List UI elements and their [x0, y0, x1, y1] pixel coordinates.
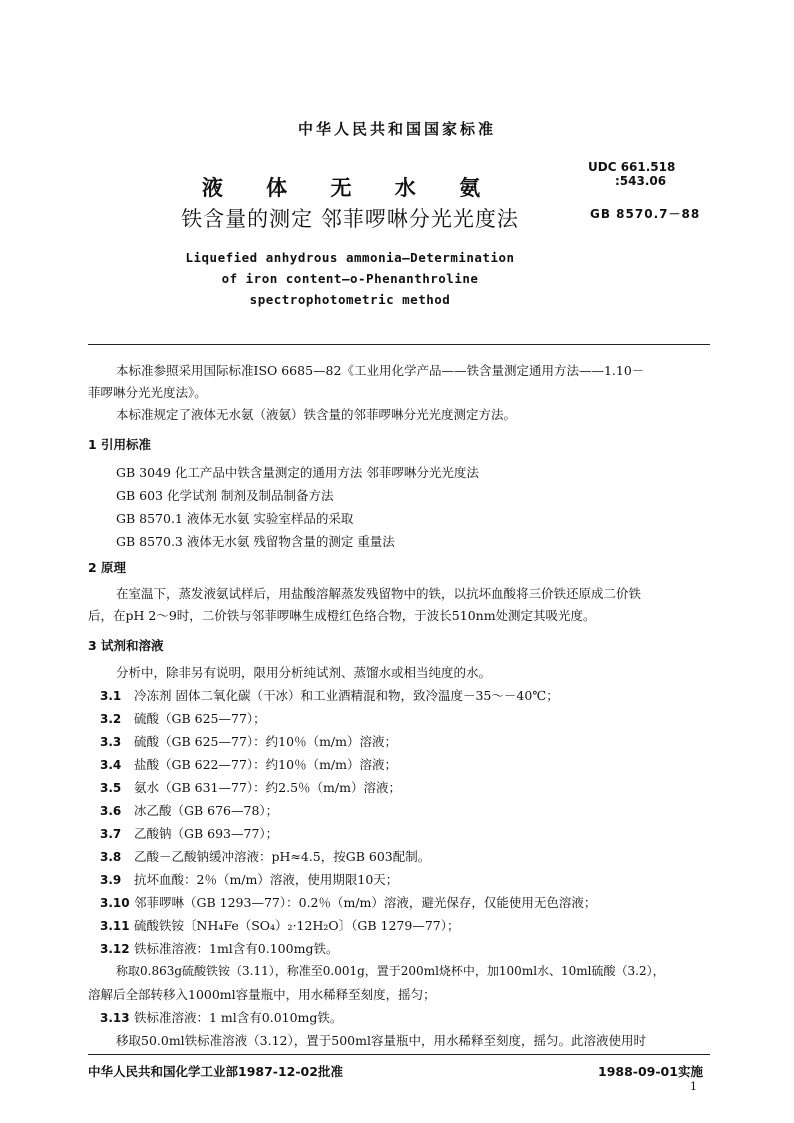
section2-heading: 2 原理 — [88, 560, 127, 575]
document-title-cn-line2: 铁含量的测定 邻菲啰啉分光光度法 — [181, 207, 519, 231]
header-divider — [88, 344, 710, 345]
reagent-item: 3.3 硫酸（GB 625—77）：约10％（m/m）溶液； — [100, 734, 397, 749]
section2-line2: 后，在pH 2～9时，二价铁与邻菲啰啉生成橙红色络合物，于波长510nm处测定其吸光度。 — [88, 608, 596, 623]
iron-standard-dilution-line1: 移取50.0ml铁标准溶液（3.12），置于500ml容量瓶中，用水稀释至刻度，摇匀。此溶液使用时 — [116, 1033, 646, 1048]
footer-divider — [88, 1054, 710, 1055]
section2-line1: 在室温下，蒸发液氨试样后，用盐酸溶解蒸发残留物中的铁，以抗坏血酸将三价铁还原成二价铁 — [116, 586, 642, 601]
reagent-item: 3.11 硫酸铁铵〔NH₄Fe（SO₄）₂·12H₂O〕（GB 1279—77）； — [100, 918, 460, 933]
intro-line2: 菲啰啉分光光度法》。 — [88, 385, 207, 400]
iron-standard-prep-line2: 溶解后全部转移入1000ml容量瓶中，用水稀释至刻度，摇匀； — [88, 987, 436, 1002]
reference-item: GB 3049 化工产品中铁含量测定的通用方法 邻菲啰啉分光光度法 — [116, 465, 479, 480]
reagent-item: 3.12 铁标准溶液：1ml含有0.100mg铁。 — [100, 941, 339, 956]
reagent-item: 3.2 硫酸（GB 625—77）； — [100, 711, 266, 726]
page-number: 1 — [690, 1080, 697, 1093]
udc-code: UDC 661.518 — [588, 160, 676, 174]
iron-standard-prep-line1: 称取0.863g硫酸铁铵（3.11），称准至0.001g，置于200ml烧杯中，加100ml水、10ml硫酸（3.2）， — [116, 964, 665, 978]
document-title-cn-line1: 液 体 无 水 氨 — [201, 176, 499, 200]
footer-implementation: 1988-09-01实施 — [598, 1064, 703, 1079]
document-title-en-line1: Liquefied anhydrous ammonia—Determination — [185, 250, 515, 265]
reagent-item: 3.13 铁标准溶液：1 ml含有0.010mg铁。 — [100, 1010, 343, 1025]
footer-approval: 中华人民共和国化学工业部1987-12-02批准 — [88, 1064, 343, 1079]
reagent-item: 3.8 乙酸－乙酸钠缓冲溶液：pH≈4.5，按GB 603配制。 — [100, 849, 431, 864]
reference-item: GB 8570.3 液体无水氨 残留物含量的测定 重量法 — [116, 534, 395, 549]
reagent-item: 3.6 冰乙酸（GB 676—78）； — [100, 803, 279, 818]
issuer-title: 中华人民共和国国家标准 — [297, 120, 496, 138]
reference-item: GB 8570.1 液体无水氨 实验室样品的采取 — [116, 511, 354, 526]
reagent-item: 3.5 氨水（GB 631—77）：约2.5％（m/m）溶液； — [100, 780, 401, 795]
intro-line3: 本标准规定了液体无水氨（液氨）铁含量的邻菲啰啉分光光度测定方法。 — [116, 407, 517, 422]
reagent-item: 3.9 抗坏血酸：2％（m/m）溶液，使用期限10天； — [100, 872, 399, 887]
udc-code-cont: :543.06 — [615, 174, 667, 188]
reagent-item: 3.1 冷冻剂 固体二氧化碳（干冰）和工业酒精混和物，致冷温度－35～－40℃； — [100, 688, 559, 703]
section1-heading: 1 引用标准 — [88, 437, 152, 452]
section3-intro: 分析中，除非另有说明，限用分析纯试剂、蒸馏水或相当纯度的水。 — [116, 665, 492, 680]
reagent-item: 3.7 乙酸钠（GB 693—77）； — [100, 826, 279, 841]
reference-item: GB 603 化学试剂 制剂及制品制备方法 — [116, 488, 334, 503]
document-title-en-line2: of iron content—o-Phenanthroline — [221, 271, 479, 286]
gb-number: GB 8570.7－88 — [590, 207, 701, 221]
reagent-item: 3.4 盐酸（GB 622—77）：约10％（m/m）溶液； — [100, 757, 397, 772]
document-title-en-line3: spectrophotometric method — [249, 292, 451, 307]
section3-heading: 3 试剂和溶液 — [88, 638, 164, 653]
reagent-item: 3.10 邻菲啰啉（GB 1293—77）：0.2％（m/m）溶液，避光保存，仅能使用无色溶液； — [100, 895, 597, 910]
intro-line1: 本标准参照采用国际标准ISO 6685—82《工业用化学产品——铁含量测定通用方法——1.10－ — [116, 363, 645, 378]
